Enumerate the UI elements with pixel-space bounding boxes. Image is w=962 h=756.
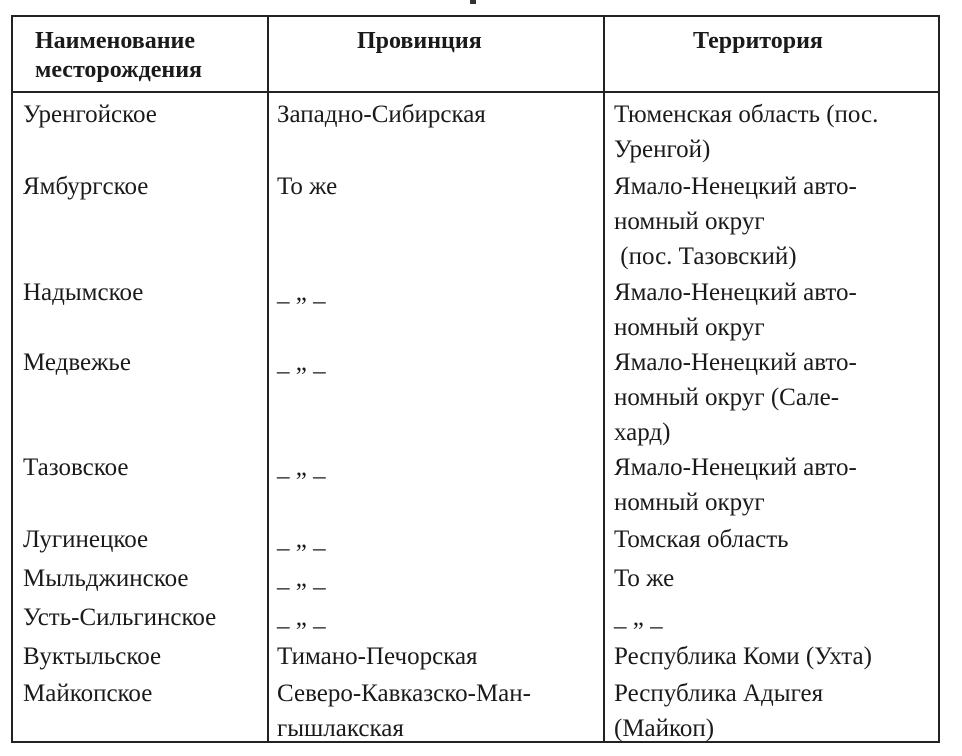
cell-deposit: Тазовское [23,454,129,481]
cell-territory: _ „ _ [614,604,663,631]
header-deposit-name: Наименование месторождения [35,28,203,83]
cell-province: _ „ _ [277,349,326,376]
cell-deposit: Майкопское [23,680,153,707]
cell-territory: Томская область [614,526,789,553]
cell-province: Северо-Кавказско-Ман- гышлакская [277,680,531,742]
cell-province: _ „ _ [277,526,326,553]
cell-province: Тимано-Печорская [277,643,478,670]
deposits-table [11,15,940,743]
cell-deposit: Усть-Сильгинское [23,604,217,631]
column-divider-1 [267,17,269,741]
cell-province: То же [277,173,338,200]
cell-territory: То же [614,565,675,592]
header-territory: Территория [693,28,823,54]
cell-territory: Ямало-Ненецкий авто- номный округ (пос. Тазовский) [614,173,857,270]
cell-territory: Республика Коми (Ухта) [614,643,872,670]
cell-deposit: Вуктыльское [23,643,162,670]
cell-province: _ „ _ [277,604,326,631]
cell-deposit: Медвежье [23,349,131,376]
header-province: Провинция [357,28,482,54]
cell-deposit: Ямбургское [23,173,149,200]
cell-deposit: Лугинецкое [23,526,149,553]
cell-territory: Республика Адыгея (Майкоп) [614,680,824,742]
cell-deposit: Мыльджинское [23,565,189,592]
page-edge-mark [470,0,476,4]
cell-territory: Тюменская область (пос. Уренгой) [614,101,879,163]
cell-deposit: Уренгойское [23,101,157,128]
cell-deposit: Надымское [23,279,144,306]
column-divider-2 [603,17,605,741]
cell-province: _ „ _ [277,279,326,306]
header-divider [13,91,938,93]
cell-territory: Ямало-Ненецкий авто- номный округ [614,279,857,341]
cell-province: _ „ _ [277,454,326,481]
cell-territory: Ямало-Ненецкий авто- номный округ (Сале- хард) [614,349,857,446]
cell-province: _ „ _ [277,565,326,592]
cell-province: Западно-Сибирская [277,101,486,128]
cell-territory: Ямало-Ненецкий авто- номный округ [614,454,857,516]
